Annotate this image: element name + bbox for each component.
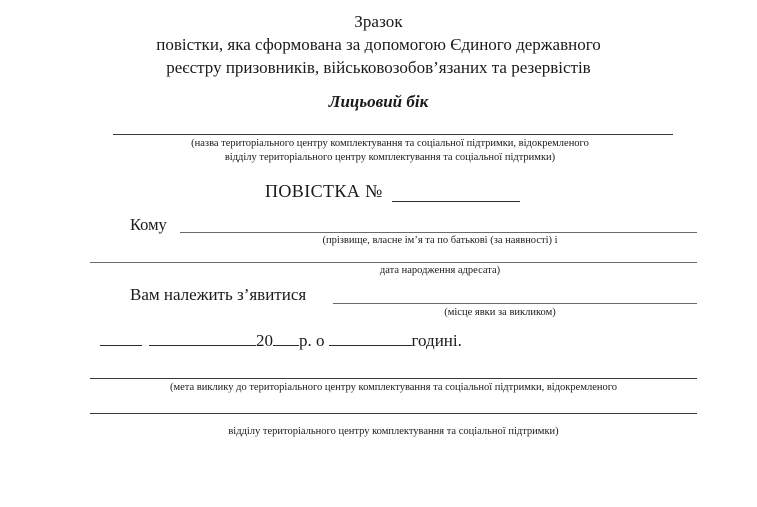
datetime-line bbox=[100, 331, 462, 351]
heading-line-1: Зразок bbox=[354, 12, 403, 31]
summons-number-blank[interactable] bbox=[392, 201, 520, 202]
appearance-caption: (місце явки за викликом) bbox=[444, 307, 556, 318]
heading-line-2: повістки, яка сформована за допомогою Єдиного державного bbox=[156, 35, 601, 54]
birthdate-blank[interactable] bbox=[90, 262, 697, 263]
birthdate-caption: дата народження адресата) bbox=[379, 265, 501, 276]
day-blank[interactable] bbox=[100, 332, 142, 346]
organisation-caption-line-2: відділу територіального центру комплектування та соціальної підтримки) bbox=[224, 152, 556, 163]
month-blank[interactable] bbox=[149, 332, 256, 346]
document-heading bbox=[0, 10, 757, 79]
addressee-blank[interactable] bbox=[180, 232, 697, 233]
purpose-caption-line-2: відділу територіального центру комплектування та соціальної підтримки) bbox=[228, 426, 559, 437]
addressee-caption: (прізвище, власне ім’я та по батькові (за наявності) і bbox=[322, 235, 558, 246]
appearance-place-blank[interactable] bbox=[333, 303, 697, 304]
purpose-rule-2[interactable] bbox=[90, 413, 697, 414]
year-suffix: р. о bbox=[299, 331, 325, 350]
page-side-subtitle: Лицьовий бік bbox=[328, 92, 429, 111]
appearance-label: Вам належить з’явитися bbox=[130, 285, 307, 304]
year-prefix: 20 bbox=[256, 331, 273, 350]
organisation-name-rule bbox=[113, 134, 673, 135]
heading-line-3: реєстру призовників, військовозобов’язаних та резервістів bbox=[166, 58, 591, 77]
summons-title: ПОВІСТКА № bbox=[265, 181, 383, 201]
year-blank[interactable] bbox=[273, 332, 299, 346]
hour-suffix: годині. bbox=[411, 331, 462, 350]
purpose-rule-1[interactable] bbox=[90, 378, 697, 379]
hour-blank[interactable] bbox=[329, 332, 412, 346]
addressee-label: Кому bbox=[130, 215, 167, 234]
purpose-caption-line-1: (мета виклику до територіального центру комплектування та соціальної підтримки, відокремленого bbox=[169, 382, 618, 393]
organisation-caption-line-1: (назва територіального центру комплектування та соціальної підтримки, відокремленого bbox=[191, 138, 589, 149]
